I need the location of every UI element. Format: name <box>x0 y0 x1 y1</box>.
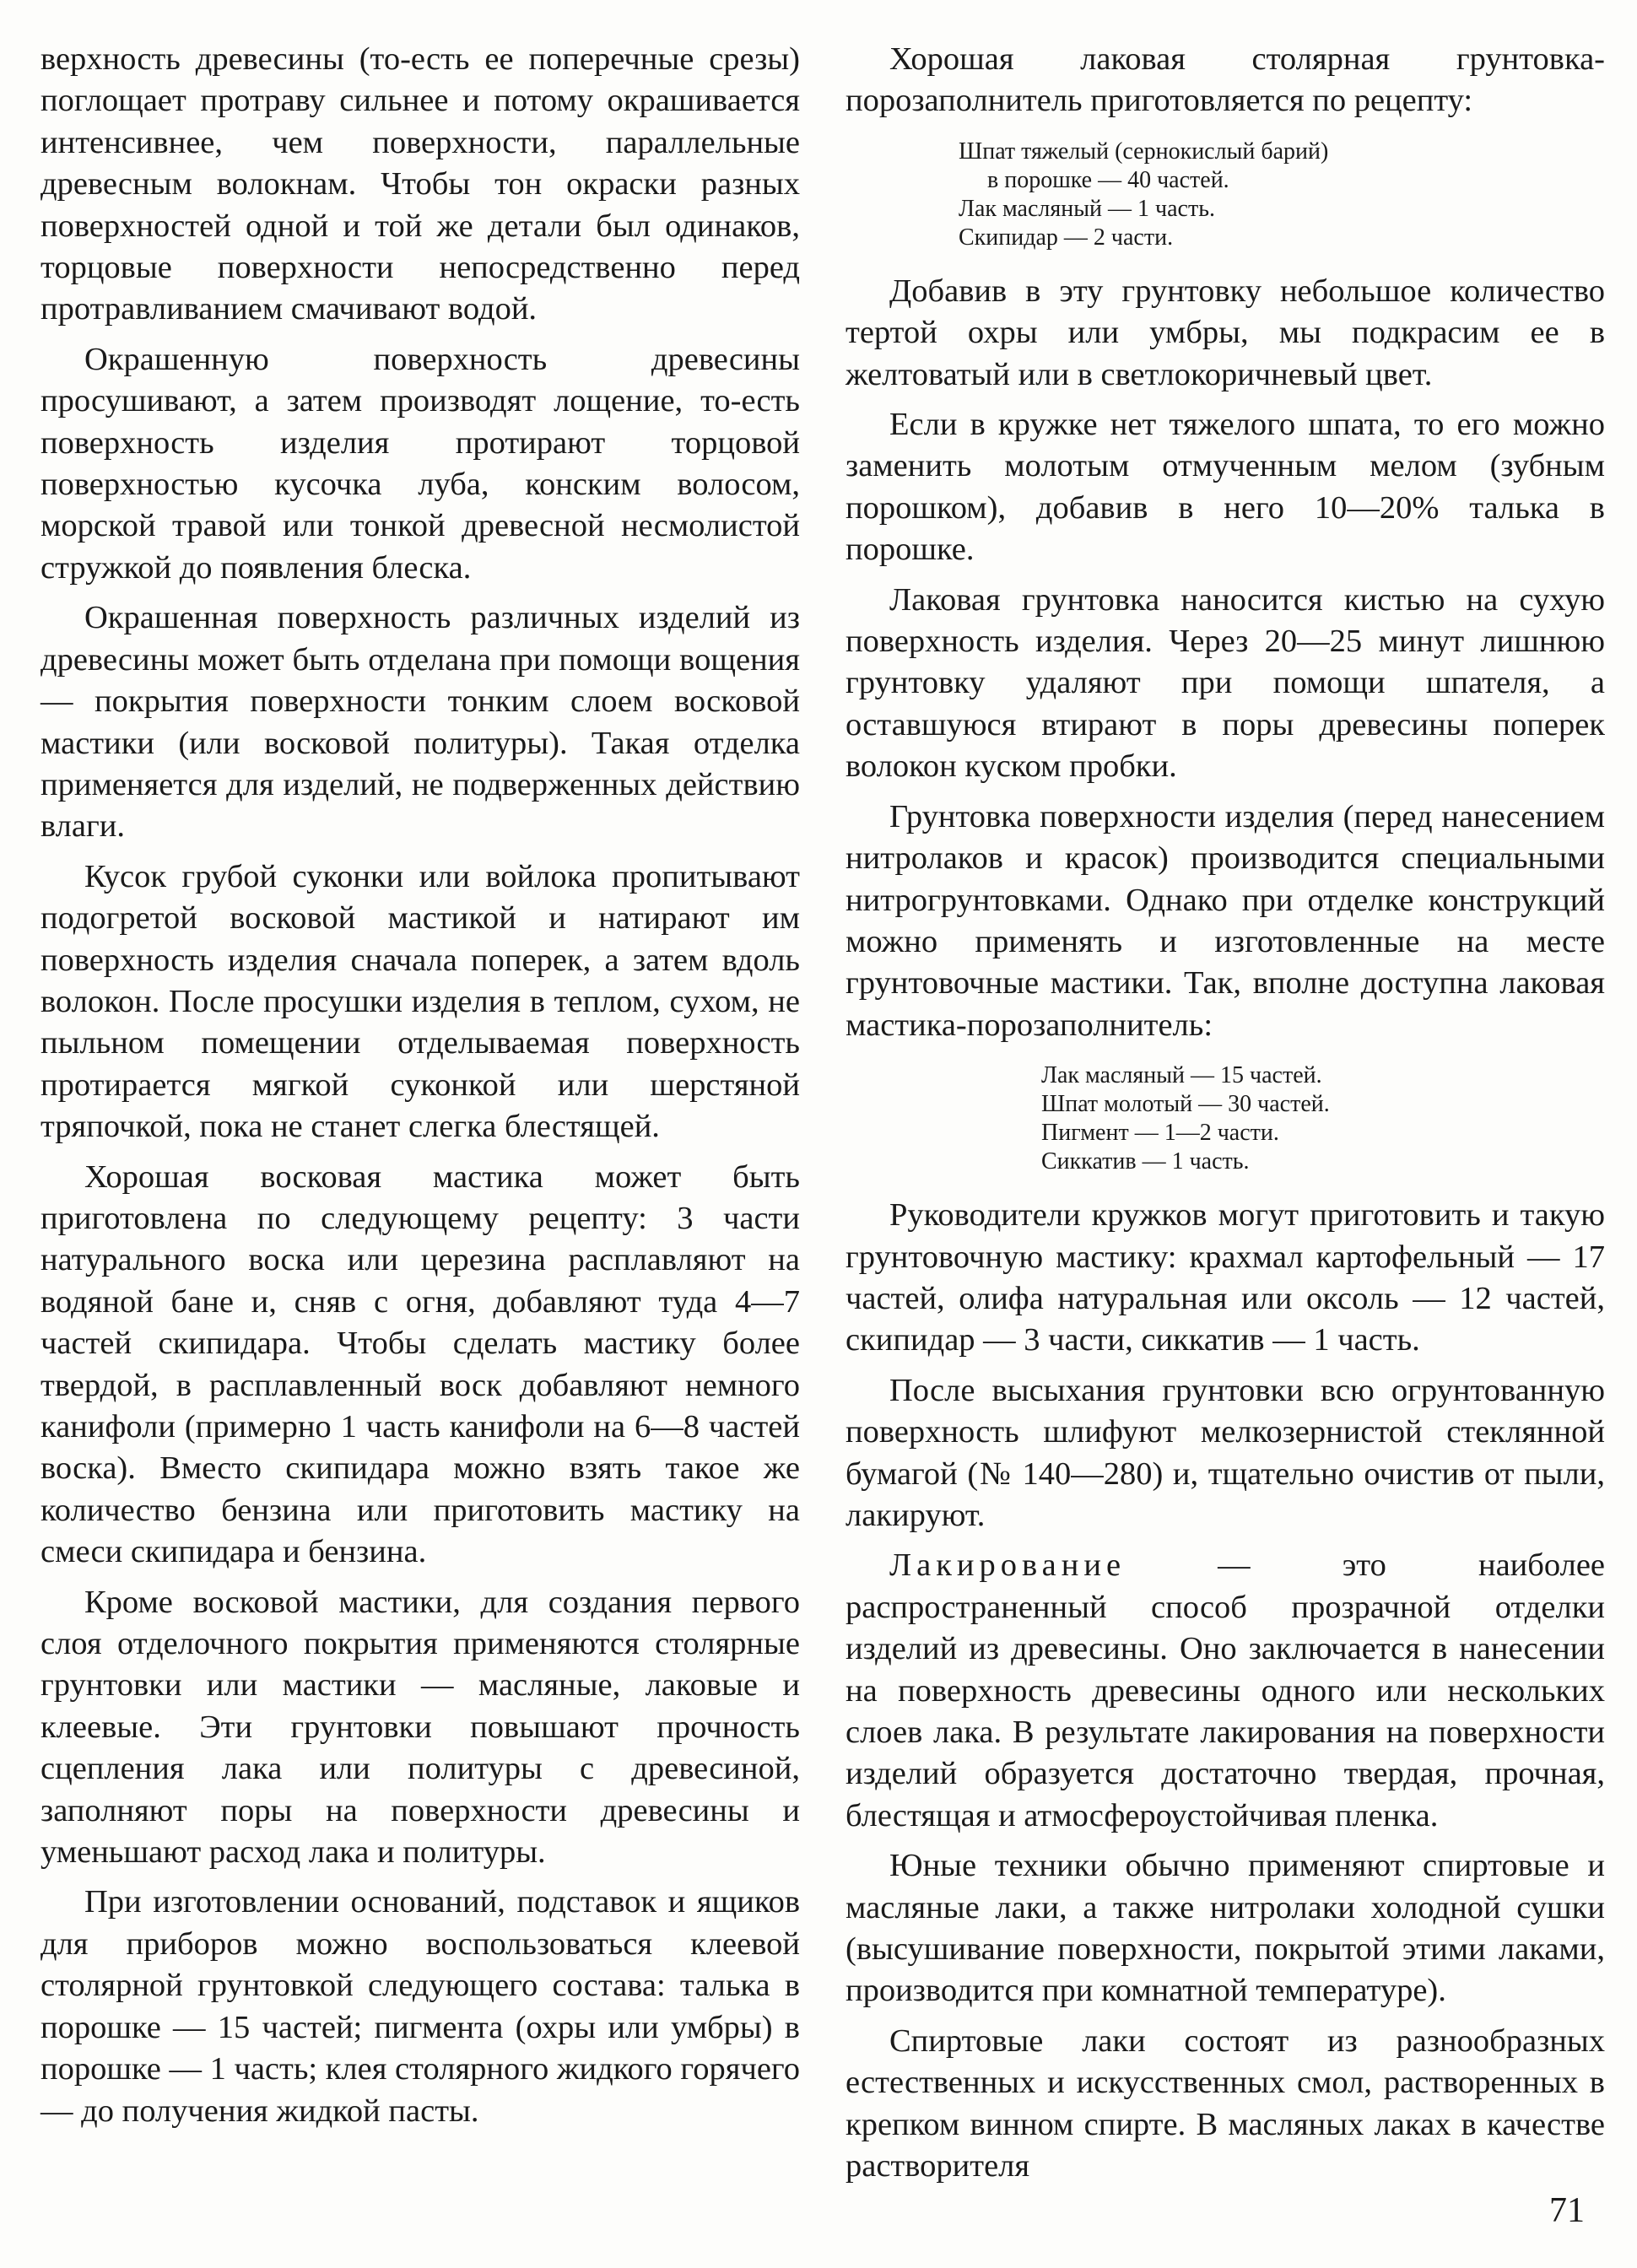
recipe-line: Пигмент — 1—2 части. <box>1041 1120 1279 1147</box>
recipe-lacquer-mastic <box>846 1061 1605 1176</box>
recipe-line: Сиккатив — 1 часть. <box>1041 1148 1250 1175</box>
recipe-line: Лак масляный — 1 часть. <box>959 195 1215 222</box>
paragraph: Добавив в эту грунтовку небольшое количество тертой охры или умбры, мы подкрасим ее в желтоватый или в светлокоричневый цвет. <box>846 273 1605 392</box>
recipe-line: Шпат молотый — 30 частей. <box>1041 1091 1330 1118</box>
paragraph: Спиртовые лаки состоят из разнообразных естественных и искусственных смол, растворенных в крепком винном спирте. В масляных лаках в качестве растворителя <box>846 2022 1605 2184</box>
paragraph: Кроме восковой мастики, для создания первого слоя отделочного покрытия применяются столярные грунтовки или мастики — масляные, лаковые и клеевые. Эти грунтовки повышают прочность сцепления лака или политуры с древесиной, заполняют поры на поверхности древесины и уменьшают расход лака и политуры. <box>41 1584 800 1871</box>
paragraph: верхность древесины (то-есть ее поперечные срезы) поглощает протраву сильнее и потому окрашивается интенсивнее, чем поверхности, параллельные древесным волокнам. Чтобы тон окраски разных поверхностей одной и той же детали был одинаков, торцовые поверхности непосредственно перед протравливанием смачивают водой. <box>41 41 800 327</box>
paragraph: Если в кружке нет тяжелого шпата, то его можно заменить молотым отмученным мелом (зубным порошком), добавив в него 10—20% талька в порошке. <box>846 407 1605 568</box>
recipe-line: в порошке — 40 частей. <box>987 166 1229 193</box>
paragraph: Грунтовка поверхности изделия (перед нанесением нитролаков и красок) производится специальными нитрогрунтовками. Однако при отделке конструкций можно применять и изготовленные на месте грунтовочные мастики. Так, вполне доступна лаковая мастика-порозаполнитель: <box>846 798 1605 1043</box>
emphasized-term: Лакирование <box>889 1547 1126 1584</box>
recipe-line: Скипидар — 2 части. <box>959 224 1174 251</box>
paragraph: Кусок грубой суконки или войлока пропитывают подогретой восковой мастикой и натирают им поверхность изделия сначала поперек, а затем вдоль волокон. После просушки изделия в теплом, сухом, не пыльном помещении отделываемая поверхность протирается мягкой суконкой или шерстяной тряпочкой, пока не станет слегка блестящей. <box>41 858 800 1145</box>
right-column <box>846 39 1605 2195</box>
recipe-lacquer-primer <box>846 138 1605 252</box>
paragraph: Окрашенную поверхность древесины просушивают, а затем производят лощение, то-есть поверхность изделия протирают торцовой поверхностью кусочка луба, конским волосом, морской травой или тонкой древесной несмолистой стружкой до появления блеска. <box>41 341 800 586</box>
paragraph: Хорошая лаковая столярная грунтовка-порозаполнитель приготовляется по рецепту: <box>846 41 1605 119</box>
page-number: 71 <box>1549 2191 1585 2230</box>
paragraph-text: — это наиболее распространенный способ прозрачной отделки изделий из древесины. Оно заключается в нанесении на поверхность древесины одного или нескольких слоев лака. В результате лакирования на поверхности изделий образуется достаточно твердая, прочная, блестящая и атмосфероустойчивая пленка. <box>846 1547 1605 1833</box>
paragraph: Лаковая грунтовка наносится кистью на сухую поверхность изделия. Через 20—25 минут лишнюю грунтовку удаляют при помощи шпателя, а оставшуюся втирают в поры древесины поперек волокон куском пробки. <box>846 581 1605 785</box>
paragraph: Хорошая восковая мастика может быть приготовлена по следующему рецепту: 3 части натурального воска или церезина расплавляют на водяной бане и, сняв с огня, добавляют туда 4—7 частей скипидара. Чтобы сделать мастику более твердой, в расплавленный воск добавляют немного канифоли (примерно 1 часть канифоли на 6—8 частей воска). Вместо скипидара можно взять такое же количество бензина или приготовить мастику на смеси скипидара и бензина. <box>41 1158 800 1570</box>
paragraph: Руководители кружков могут приготовить и такую грунтовочную мастику: крахмал картофельный — 17 частей, олифа натуральная или оксоль — 12 частей, скипидар — 3 части, сиккатив — 1 часть. <box>846 1197 1605 1358</box>
paragraph: После высыхания грунтовки всю огрунтованную поверхность шлифуют мелкозернистой стеклянной бумагой (№ 140—280) и, тщательно очистив от пыли, лакируют. <box>846 1372 1605 1533</box>
paragraph: Окрашенная поверхность различных изделий из древесины может быть отделана при помощи вощения — покрытия поверхности тонким слоем восковой мастики (или восковой политуры). Такая отделка применяется для изделий, не подверженных действию влаги. <box>41 600 800 845</box>
paragraph: Юные техники обычно применяют спиртовые и масляные лаки, а также нитролаки холодной сушки (высушивание поверхности, покрытой этими лаками, производится при комнатной температуре). <box>846 1848 1605 2009</box>
paragraph: При изготовлении оснований, подставок и ящиков для приборов можно воспользоваться клеевой столярной грунтовкой следующего состава: талька в порошке — 15 частей; пигмента (охры или умбры) в порошке — 1 часть; клея столярного жидкого горячего — до получения жидкой пасты. <box>41 1884 800 2129</box>
recipe-line: Лак масляный — 15 частей. <box>1041 1062 1322 1089</box>
recipe-line: Шпат тяжелый (сернокислый барий) <box>959 138 1329 165</box>
left-column <box>41 39 800 2141</box>
paragraph <box>846 1545 1605 1837</box>
